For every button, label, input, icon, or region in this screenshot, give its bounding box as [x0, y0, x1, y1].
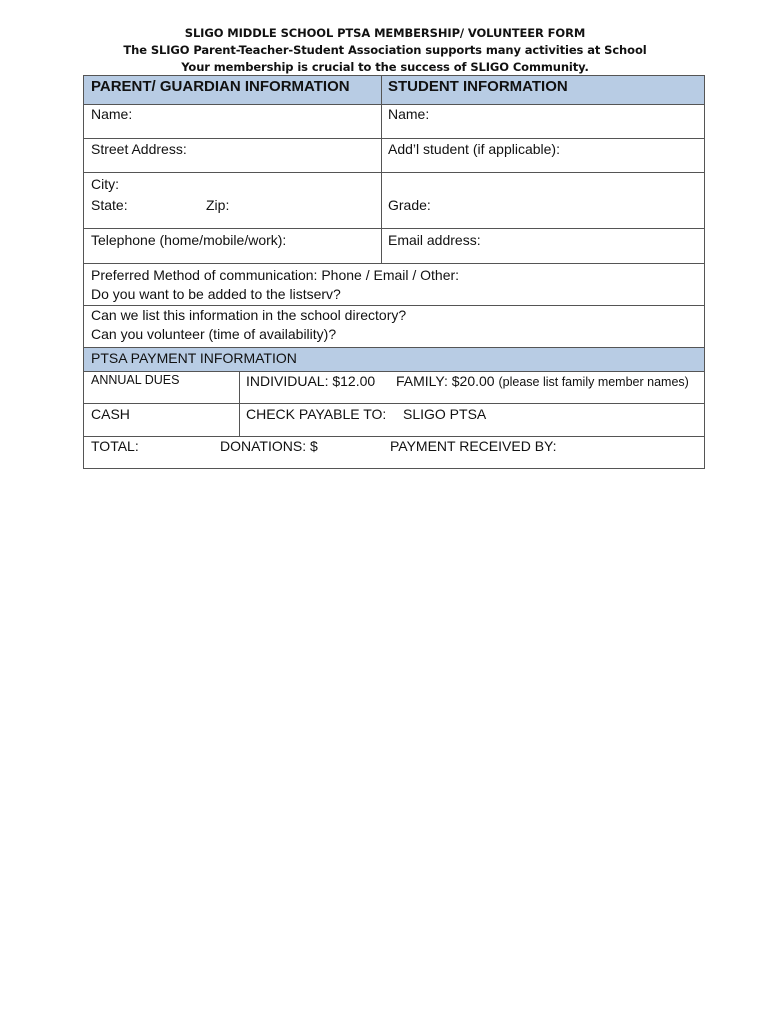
student-name-field[interactable]: Name:	[388, 106, 430, 122]
state-field[interactable]: State:	[91, 197, 128, 213]
family-dues-option[interactable]	[396, 373, 689, 390]
divider	[84, 228, 704, 229]
check-payable-label: CHECK PAYABLE TO:	[246, 406, 387, 422]
telephone-field[interactable]: Telephone (home/mobile/work):	[91, 232, 287, 248]
divider	[84, 305, 704, 306]
volunteer-question[interactable]: Can you volunteer (time of availability)?	[91, 326, 337, 342]
additional-student-field[interactable]: Add’l student (if applicable):	[388, 141, 560, 157]
directory-question[interactable]: Can we list this information in the school directory?	[91, 307, 407, 323]
family-dues-note: (please list family member names)	[498, 375, 689, 389]
divider	[84, 104, 704, 105]
preferred-communication-question[interactable]: Preferred Method of communication: Phone / Email / Other:	[91, 267, 460, 283]
student-section-heading: STUDENT INFORMATION	[388, 78, 568, 95]
divider	[84, 347, 704, 348]
annual-dues-label: ANNUAL DUES	[91, 373, 180, 387]
form-subtitle: The SLIGO Parent-Teacher-Student Association supports many activities at School	[123, 43, 647, 57]
street-address-field[interactable]: Street Address:	[91, 141, 187, 157]
divider	[84, 263, 704, 264]
divider	[84, 436, 704, 437]
total-field[interactable]: TOTAL:	[91, 438, 139, 454]
family-dues-label: FAMILY: $20.00	[396, 373, 495, 389]
divider	[84, 172, 704, 173]
payment-received-by-field[interactable]: PAYMENT RECEIVED BY:	[390, 438, 557, 454]
parent-name-field[interactable]: Name:	[91, 106, 133, 122]
payee-name: SLIGO PTSA	[403, 406, 487, 422]
form-note: Your membership is crucial to the success of SLIGO Community.	[181, 60, 589, 74]
city-field[interactable]: City:	[91, 176, 119, 192]
donations-field[interactable]: DONATIONS: $	[220, 438, 318, 454]
parent-section-heading: PARENT/ GUARDIAN INFORMATION	[91, 78, 350, 95]
grade-field[interactable]: Grade:	[388, 197, 431, 213]
divider	[84, 403, 704, 404]
column-divider	[381, 76, 382, 263]
column-divider	[239, 371, 240, 436]
zip-field[interactable]: Zip:	[206, 197, 230, 213]
divider	[84, 138, 704, 139]
form-title: SLIGO MIDDLE SCHOOL PTSA MEMBERSHIP/ VOLUNTEER FORM	[184, 26, 586, 40]
email-field[interactable]: Email address:	[388, 232, 481, 248]
membership-form	[83, 75, 705, 469]
payment-section-heading: PTSA PAYMENT INFORMATION	[91, 350, 297, 366]
cash-option[interactable]: CASH	[91, 406, 130, 422]
listserv-question[interactable]: Do you want to be added to the listserv?	[91, 286, 341, 302]
individual-dues-option[interactable]: INDIVIDUAL: $12.00	[246, 373, 376, 389]
